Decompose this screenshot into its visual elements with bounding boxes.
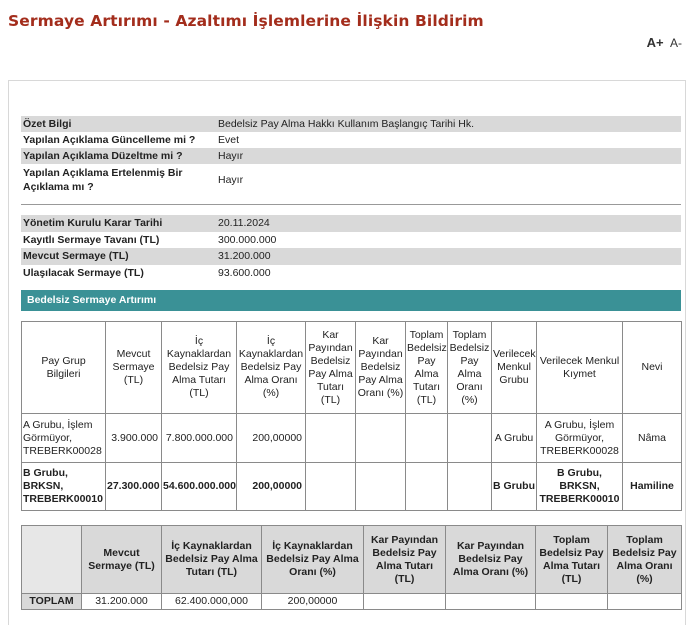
detail-value: 31.200.000	[216, 248, 681, 265]
table-cell: 200,00000	[237, 463, 306, 511]
detail-value: 20.11.2024	[216, 215, 681, 232]
table-cell: 200,00000	[262, 594, 364, 610]
table-cell	[356, 463, 406, 511]
table-cell: A Grubu	[492, 414, 537, 463]
table-row	[22, 463, 682, 511]
table-cell: 3.900.000	[106, 414, 162, 463]
table-cell: 54.600.000.000	[162, 463, 237, 511]
summary-row	[21, 148, 681, 164]
table-cell	[406, 414, 448, 463]
table-cell: A Grubu, İşlem Görmüyor, TREBERK00028	[22, 414, 106, 463]
detail-row	[21, 248, 681, 265]
table-cell	[608, 594, 682, 610]
page-title: Sermaye Artırımı - Azaltımı İşlemlerine İlişkin Bildirim	[8, 12, 484, 30]
summary-label: Yapılan Açıklama Güncelleme mi ?	[23, 134, 196, 146]
table-cell	[448, 414, 492, 463]
column-header: Kar Payından Bedelsiz Pay Alma Tutarı (TL)	[364, 526, 446, 594]
summary-value: Bedelsiz Pay Alma Hakkı Kullanım Başlangıç Tarihi Hk.	[216, 116, 681, 132]
table-cell: 7.800.000.000	[162, 414, 237, 463]
disclosure-panel	[8, 80, 686, 625]
table-cell: Nâma	[623, 414, 682, 463]
summary-row	[21, 116, 681, 132]
column-header: Verilecek Menkul Grubu	[492, 322, 537, 414]
detail-row	[21, 265, 681, 282]
detail-value: 300.000.000	[218, 233, 277, 246]
table-cell	[306, 463, 356, 511]
detail-value: 93.600.000	[218, 266, 271, 279]
table-cell: Hamiline	[623, 463, 682, 511]
total-table	[21, 525, 682, 610]
column-header: İç Kaynaklardan Bedelsiz Pay Alma Tutarı (TL)	[162, 526, 262, 594]
summary-row	[21, 132, 681, 148]
column-header: Nevi	[623, 322, 682, 414]
column-header: Toplam Bedelsiz Pay Alma Tutarı (TL)	[406, 322, 448, 414]
detail-row	[21, 232, 681, 249]
table-cell	[446, 594, 536, 610]
table-cell	[306, 414, 356, 463]
font-increase-button[interactable]: A+	[646, 35, 664, 50]
column-header: Toplam Bedelsiz Pay Alma Oranı (%)	[608, 526, 682, 594]
total-row	[22, 594, 682, 610]
column-header: Verilecek Menkul Kıymet	[537, 322, 623, 414]
column-header: Pay Grup Bilgileri	[22, 322, 106, 414]
total-label: TOPLAM	[22, 594, 82, 610]
column-header: Kar Payından Bedelsiz Pay Alma Oranı (%)	[446, 526, 536, 594]
table-header-row	[22, 526, 682, 594]
summary-table	[21, 116, 681, 196]
summary-label: Yapılan Açıklama Düzeltme mi ?	[21, 148, 216, 164]
table-cell: A Grubu, İşlem Görmüyor, TREBERK00028	[537, 414, 623, 463]
table-cell: 200,00000	[237, 414, 306, 463]
summary-label: Yapılan Açıklama Ertelenmiş Bir Açıklama mı ?	[23, 167, 183, 193]
column-header: İç Kaynaklardan Bedelsiz Pay Alma Tutarı (TL)	[162, 322, 237, 414]
detail-label: Mevcut Sermaye (TL)	[21, 248, 216, 265]
summary-value: Hayır	[218, 174, 244, 186]
table-cell	[356, 414, 406, 463]
table-cell: 62.400.000,000	[162, 594, 262, 610]
table-cell	[406, 463, 448, 511]
summary-value: Evet	[218, 134, 240, 146]
column-header: Mevcut Sermaye (TL)	[106, 322, 162, 414]
column-header	[22, 526, 82, 594]
column-header: Kar Payından Bedelsiz Pay Alma Tutarı (TL)	[306, 322, 356, 414]
summary-value: Hayır	[216, 148, 681, 164]
font-size-controls	[644, 35, 682, 50]
table-cell	[536, 594, 608, 610]
table-header-row	[22, 322, 682, 414]
table-cell: 31.200.000	[82, 594, 162, 610]
divider	[21, 204, 681, 205]
share-group-table	[21, 321, 682, 511]
details-table	[21, 215, 681, 281]
column-header: Mevcut Sermaye (TL)	[82, 526, 162, 594]
detail-label: Ulaşılacak Sermaye (TL)	[23, 266, 144, 279]
column-header: Kar Payından Bedelsiz Pay Alma Oranı (%)	[356, 322, 406, 414]
detail-label: Yönetim Kurulu Karar Tarihi	[21, 215, 216, 232]
table-cell: B Grubu, BRKSN, TREBERK00010	[537, 463, 623, 511]
column-header: İç Kaynaklardan Bedelsiz Pay Alma Oranı (%)	[262, 526, 364, 594]
summary-label: Özet Bilgi	[21, 116, 216, 132]
column-header: Toplam Bedelsiz Pay Alma Tutarı (TL)	[536, 526, 608, 594]
table-row	[22, 414, 682, 463]
table-cell: B Grubu, BRKSN, TREBERK00010	[22, 463, 106, 511]
table-cell: 27.300.000	[106, 463, 162, 511]
table-cell	[448, 463, 492, 511]
detail-label: Kayıtlı Sermaye Tavanı (TL)	[23, 233, 160, 246]
column-header: Toplam Bedelsiz Pay Alma Oranı (%)	[448, 322, 492, 414]
table-cell	[364, 594, 446, 610]
summary-row	[21, 164, 681, 196]
column-header: İç Kaynaklardan Bedelsiz Pay Alma Oranı (%)	[237, 322, 306, 414]
section-header: Bedelsiz Sermaye Artırımı	[21, 290, 681, 311]
table-cell: B Grubu	[492, 463, 537, 511]
font-decrease-button[interactable]: A-	[670, 36, 682, 50]
detail-row	[21, 215, 681, 232]
